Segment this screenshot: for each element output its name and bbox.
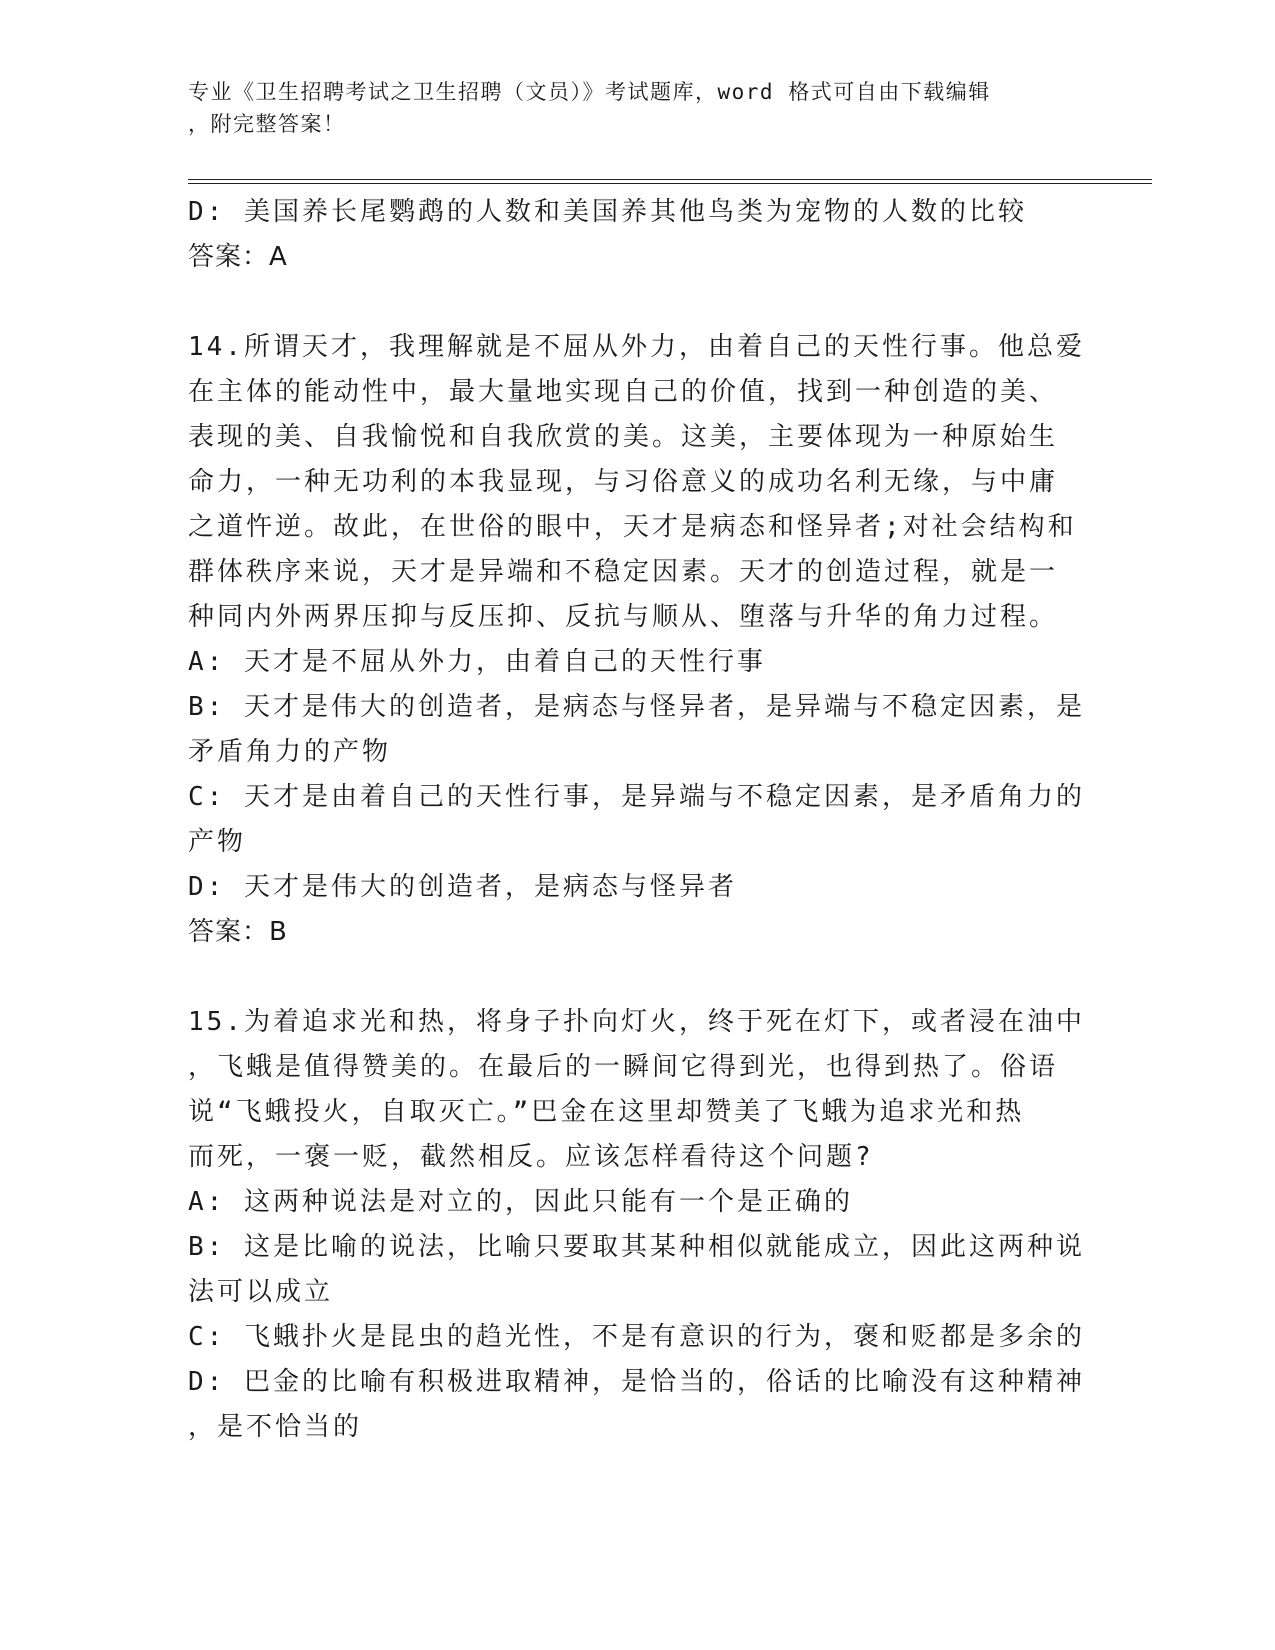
question-15-stem-line: 15.为着追求光和热，将身子扑向灯火，终于死在灯下，或者浸在油中	[188, 1007, 1085, 1037]
question-14-option-d: D: 天才是伟大的创造者，是病态与怪异者	[188, 872, 737, 902]
question-15-stem-line: 说“飞蛾投火，自取灭亡。”巴金在这里却赞美了飞蛾为追求光和热	[188, 1097, 1025, 1127]
question-15-option-b-continued: 法可以成立	[188, 1277, 334, 1307]
header-divider-top	[188, 179, 1152, 180]
question-14-stem-line: 之道忤逆。故此，在世俗的眼中，天才是病态和怪异者;对社会结构和	[188, 512, 1077, 542]
question-14-stem-line: 14.所谓天才，我理解就是不屈从外力，由着自己的天性行事。他总爱	[188, 332, 1085, 362]
question-15-option-d: D: 巴金的比喻有积极进取精神，是恰当的，俗话的比喻没有这种精神	[188, 1367, 1085, 1397]
question-14-option-b: B: 天才是伟大的创造者，是病态与怪异者，是异端与不稳定因素，是	[188, 692, 1085, 722]
document-body	[188, 190, 1085, 1450]
question-14-stem-line: 在主体的能动性中，最大量地实现自己的价值，找到一种创造的美、	[188, 377, 1059, 407]
document-header	[188, 76, 1088, 140]
question-14-stem-line: 种同内外两界压抑与反压抑、反抗与顺从、堕落与升华的角力过程。	[188, 602, 1059, 632]
prev-question-option-d: D: 美国养长尾鹦鹉的人数和美国养其他鸟类为宠物的人数的比较	[188, 197, 1027, 227]
spacer	[188, 955, 1068, 1000]
prev-question-answer: 答案：A	[188, 242, 288, 272]
question-15-option-c: C: 飞蛾扑火是昆虫的趋光性，不是有意识的行为，褒和贬都是多余的	[188, 1322, 1085, 1352]
question-15	[188, 1000, 1085, 1450]
question-14-stem-line: 表现的美、自我愉悦和自我欣赏的美。这美，主要体现为一种原始生	[188, 422, 1059, 452]
question-14-option-c: C: 天才是由着自己的天性行事，是异端与不稳定因素，是矛盾角力的	[188, 782, 1085, 812]
question-14-option-a: A: 天才是不屈从外力，由着自己的天性行事	[188, 647, 766, 677]
question-14-option-b-continued: 矛盾角力的产物	[188, 737, 392, 767]
spacer	[188, 280, 1068, 325]
question-14	[188, 325, 1085, 955]
header-line-2: ，附完整答案！	[188, 112, 346, 136]
header-divider-bottom	[188, 183, 1152, 184]
question-14-answer: 答案：B	[188, 917, 288, 947]
question-15-stem-line: ，飞蛾是值得赞美的。在最后的一瞬间它得到光，也得到热了。俗语	[188, 1052, 1059, 1082]
question-15-option-a: A: 这两种说法是对立的，因此只能有一个是正确的	[188, 1187, 853, 1217]
question-14-option-c-continued: 产物	[188, 827, 247, 857]
header-line-1: 专业《卫生招聘考试之卫生招聘（文员）》考试题库，word 格式可自由下载编辑	[188, 80, 991, 104]
question-14-stem-line: 群体秩序来说，天才是异端和不稳定因素。天才的创造过程，就是一	[188, 557, 1059, 587]
question-15-option-b: B: 这是比喻的说法，比喻只要取其某种相似就能成立，因此这两种说	[188, 1232, 1085, 1262]
question-15-stem-line: 而死，一褒一贬，截然相反。应该怎样看待这个问题?	[188, 1142, 874, 1172]
question-15-option-d-continued: ，是不恰当的	[188, 1412, 363, 1442]
question-14-stem-line: 命力，一种无功利的本我显现，与习俗意义的成功名利无缘，与中庸	[188, 467, 1059, 497]
